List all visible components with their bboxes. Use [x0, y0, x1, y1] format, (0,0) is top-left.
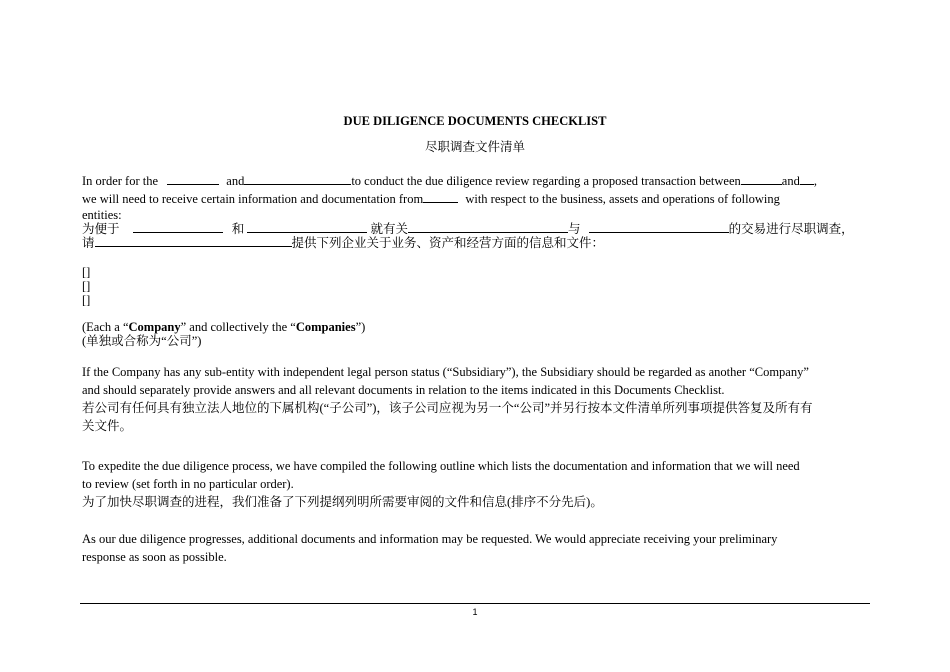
intro-text: and [226, 174, 245, 188]
blank-field[interactable] [247, 220, 367, 233]
blank-field[interactable] [800, 172, 814, 185]
entity-item: [] [82, 265, 91, 279]
expedite-line-1: To expedite the due diligence process, we have compiled the following outline which lists the documentation and information that we will need [82, 459, 800, 473]
intro-text: and [781, 174, 800, 188]
blank-field[interactable] [95, 234, 292, 247]
blank-field[interactable] [133, 220, 223, 233]
definition-text: (Each a “ [82, 320, 129, 334]
intro-text: we will need to receive certain information and documentation from [82, 192, 424, 206]
expedite-zh: 为了加快尽职调查的进程，我们准备了下列提纲列明所需要审阅的文件和信息(排序不分先后)。 [82, 495, 603, 509]
blank-field[interactable] [423, 190, 458, 203]
intro-zh-line-2 [82, 234, 604, 251]
intro-line-3: entities: [82, 208, 122, 222]
expedite-line-2: to review (set forth in no particular order). [82, 477, 294, 491]
footer-rule [80, 603, 870, 604]
progress-line-2: response as soon as possible. [82, 550, 227, 564]
subsidiary-line-2: and should separately provide answers and all relevant documents in relation to the items indicated in this Documents Checklist. [82, 383, 725, 397]
page-number: 1 [472, 607, 478, 617]
page-title-en: DUE DILIGENCE DOCUMENTS CHECKLIST [343, 114, 607, 128]
intro-text: In order for the [82, 174, 159, 188]
entity-item: [] [82, 279, 91, 293]
defined-term-companies: Companies [295, 320, 356, 334]
definition-text: ” and collectively the “ [180, 320, 296, 334]
entity-item: [] [82, 293, 91, 307]
defined-term-company: Company [128, 320, 181, 334]
company-definition-zh: (单独或合称为“公司”) [82, 334, 202, 348]
intro-text-zh: 与 [568, 222, 581, 236]
intro-text: to conduct the due diligence review regarding a proposed transaction between [351, 174, 741, 188]
definition-text: ”) [355, 320, 366, 334]
subsidiary-zh-line-1: 若公司有任何具有独立法人地位的下属机构(“子公司”)，该子公司应视为另一个“公司”并另行按本文件清单所列事项提供答复及所有有 [82, 401, 813, 415]
progress-line-1: As our due diligence progresses, additional documents and information may be requested. We would appreciate receiving your preliminary [82, 532, 778, 546]
blank-field[interactable] [741, 172, 782, 185]
intro-text-zh: 为便于 [82, 222, 120, 236]
blank-field[interactable] [167, 172, 219, 185]
intro-line-2 [82, 190, 780, 207]
blank-field[interactable] [244, 172, 351, 185]
intro-text-zh: 提供下列企业关于业务、资产和经营方面的信息和文件： [291, 236, 605, 250]
intro-text: with respect to the business, assets and operations of following [465, 192, 780, 206]
intro-text: , [813, 174, 817, 188]
subsidiary-zh-line-2: 关文件。 [82, 419, 133, 433]
page-title-zh: 尽职调查文件清单 [424, 140, 525, 154]
subsidiary-line-1: If the Company has any sub-entity with independent legal person status (“Subsidiary”), the Subsidiary should be regarded as another “Company” [82, 365, 809, 379]
blank-field[interactable] [589, 220, 729, 233]
intro-text-zh: 请 [82, 236, 95, 250]
intro-text-zh: 的交易进行尽职调查， [728, 222, 854, 236]
intro-line-1 [82, 172, 817, 189]
intro-text-zh: 就有关 [370, 222, 409, 236]
intro-text-zh: 和 [231, 222, 245, 236]
blank-field[interactable] [408, 220, 568, 233]
